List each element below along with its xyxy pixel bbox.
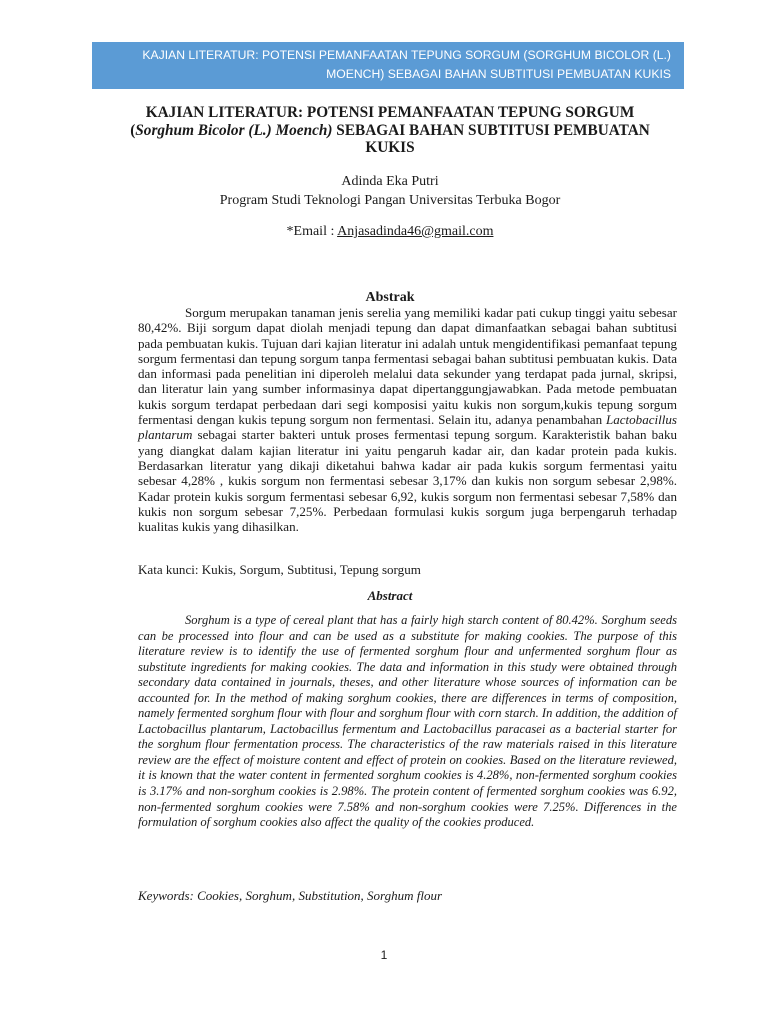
title-paren: (	[130, 121, 136, 139]
abstract-heading: Abstract	[367, 588, 413, 603]
author-affiliation: Program Studi Teknologi Pangan Universitas Terbuka Bogor	[219, 193, 561, 208]
kata-kunci: Kata kunci: Kukis, Sorgum, Subtitusi, Tepung sorgum	[138, 562, 421, 577]
email-label: *Email :	[286, 224, 338, 239]
running-header	[92, 42, 684, 89]
email-link[interactable]: Anjasadinda46@gmail.com	[337, 224, 494, 239]
running-header-line-2: MOENCH) SEBAGAI BAHAN SUBTITUSI PEMBUATAN KUKIS	[326, 67, 671, 81]
author-name: Adinda Eka Putri	[341, 174, 439, 189]
abstract-body: Sorghum is a type of cereal plant that has a fairly high starch content of 80.42%. Sorghum seeds can be processed into flour and can be used as a substitute for making cookies. The purpose of this literature review is to identify the use of fermented sorghum flour and unfermented sorghum flour as substitute ingredients for making cookies. The data and information in this study were obtained through secondary data contained in journals, theses, and other literature whose sources of information can be accounted for. In the method of making sorghum cookies, there are differences in terms of composition, namely fermented sorghum flour with flour and sorghum flour with corn starch. In addition, the addition of Lactobacillus plantarum, Lactobacillus fermentum and Lactobacillus paracasei as a bacterial starter for the sorghum flour fermentation process. The characteristics of the raw materials raised in this literature review are the effect of moisture content and effect of protein on cookies. Based on the literature reviewed, it is known that the water content in fermented sorghum cookies is 4.28%, non-fermented sorghum cookies is 3.17% and non-sorghum cookies is 2.98%. The protein content of fermented sorghum cookies was 6.92, non-fermented sorghum cookies were 7.58% and non-sorghum cookies were 7.25%. Differences in the formulation of sorghum cookies also affect the quality of the cookies produced.	[138, 613, 677, 830]
abstrak-body	[138, 305, 677, 534]
author-email-line	[120, 222, 660, 241]
abstrak-heading: Abstrak	[365, 290, 415, 305]
abstrak-species-name: Lactobacillus plantarum	[138, 412, 677, 443]
keywords: Keywords: Cookies, Sorghum, Substitution, Sorghum flour	[138, 888, 443, 903]
abstrak-text-part-2: sebagai starter bakteri untuk proses fermentasi tepung sorgum. Karakteristik bahan baku yang diangkat dalam kajian literatur ini yaitu pengaruh kadar air, dan kadar protein pada kukis. Berdasarkan literatur yang dikaji diketahui bahwa kadar air pada kukis sorgum fermentasi yaitu sebesar 4,28% , kukis sorgum non fermentasi sebesar 3,17% dan kukis non sorgum sebesar 2,98%. Kadar protein kukis sorgum fermentasi sebesar 6,92, kukis sorgum non fermentasi sebesar 7,58% dan kukis non sorgum sebesar 7,25%. Perbedaan formulasi kukis sorgum juga berpengaruh terhadap kualitas kukis yang dihasilkan.	[138, 427, 677, 535]
author-block	[120, 172, 660, 210]
paper-title	[120, 104, 660, 157]
title-line-2-rest: SEBAGAI BAHAN SUBTITUSI PEMBUATAN	[332, 121, 650, 139]
running-header-line-1: KAJIAN LITERATUR: POTENSI PEMANFAATAN TEPUNG SORGUM (SORGHUM BICOLOR (L.)	[142, 48, 671, 62]
title-species-name: Sorghum Bicolor (L.) Moench)	[135, 121, 333, 139]
page-number: 1	[380, 948, 388, 962]
title-line-1: KAJIAN LITERATUR: POTENSI PEMANFAATAN TEPUNG SORGUM	[145, 104, 635, 121]
title-line-2	[120, 122, 660, 140]
abstrak-text-part-1: Sorgum merupakan tanaman jenis serelia yang memiliki kadar pati cukup tinggi yaitu sebesar 80,42%. Biji sorgum dapat diolah menjadi tepung dan dapat dimanfaatkan sebagai bahan subtitusi pada pembuatan kukis. Tujuan dari kajian literatur ini adalah untuk mengidentifikasi pemanfaat tepung sorgum fermentasi dan tepung sorgum tanpa fermentasi sebagai bahan subtitusi pembuatan kukis. Data dan informasi pada penelitian ini diperoleh melalui data sekunder yang terdapat pada jurnal, skripsi, dan literatur lain yang sumber informasinya dapat dipertanggungjawabkan. Pada metode pembuatan kukis sorgum terdapat perbedaan dari segi komposisi yaitu kukis non sorgum,kukis tepung sorgum fermentasi dengan kukis tepung sorgum non fermentasi. Selain itu, adanya penambahan	[138, 305, 677, 428]
title-line-3: KUKIS	[365, 139, 415, 156]
